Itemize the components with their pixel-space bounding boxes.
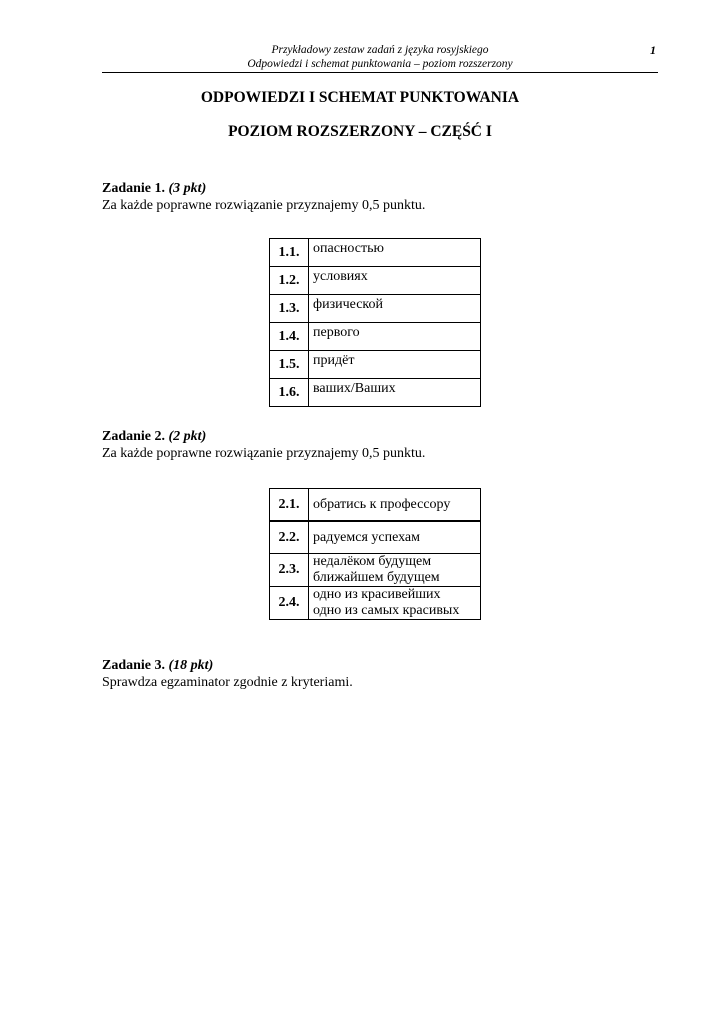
task-3-points: (18 pkt) bbox=[168, 658, 214, 673]
task-1-description: Za każde poprawne rozwiązanie przyznajemy 0,5 punktu. bbox=[102, 198, 426, 213]
item-number: 1.2. bbox=[270, 267, 309, 295]
table-row bbox=[270, 239, 481, 267]
answer-cell: условиях bbox=[309, 267, 481, 295]
table-row bbox=[270, 554, 481, 587]
item-number: 1.6. bbox=[270, 379, 309, 407]
answer-line: радуемся успехам bbox=[313, 529, 421, 545]
answer-line-alternative: одно из самых красивых bbox=[313, 603, 460, 618]
task-3-heading bbox=[102, 657, 662, 674]
answer-line: одно из красивейших bbox=[313, 587, 441, 602]
answer-cell: физической bbox=[309, 295, 481, 323]
table-row bbox=[270, 379, 481, 407]
answer-cell: первого bbox=[309, 323, 481, 351]
item-number: 2.1. bbox=[270, 489, 309, 522]
task-1-section bbox=[102, 180, 662, 214]
document-title: ODPOWIEDZI I SCHEMAT PUNKTOWANIA bbox=[200, 89, 520, 106]
table-row bbox=[270, 587, 481, 620]
table-row bbox=[270, 521, 481, 554]
answer-cell: ваших/Ваших bbox=[309, 379, 481, 407]
item-number: 2.3. bbox=[270, 554, 309, 587]
task-3-label: Zadanie 3. bbox=[102, 658, 166, 673]
task-2-description: Za każde poprawne rozwiązanie przyznajemy 0,5 punktu. bbox=[102, 446, 426, 461]
table-row bbox=[270, 351, 481, 379]
item-number: 2.4. bbox=[270, 587, 309, 620]
document-subtitle: POZIOM ROZSZERZONY – CZĘŚĆ I bbox=[228, 123, 492, 140]
task-1-answer-table bbox=[269, 238, 481, 407]
task-1-label: Zadanie 1. bbox=[102, 181, 166, 196]
page-number: 1 bbox=[650, 43, 656, 57]
task-2-points: (2 pkt) bbox=[168, 429, 207, 444]
answer-line-alternative: ближайшем будущем bbox=[313, 570, 440, 585]
page-header bbox=[102, 42, 658, 73]
answer-cell bbox=[309, 587, 481, 620]
item-number: 1.5. bbox=[270, 351, 309, 379]
table-row bbox=[270, 489, 481, 522]
header-subject: Przykładowy zestaw zadań z języka rosyjskiego bbox=[271, 44, 489, 56]
answer-cell bbox=[309, 489, 481, 522]
task-3-description: Sprawdza egzaminator zgodnie z kryteriami. bbox=[102, 675, 353, 690]
table-row bbox=[270, 323, 481, 351]
answer-cell: опасностью bbox=[309, 239, 481, 267]
answer-cell: придёт bbox=[309, 351, 481, 379]
answer-line: недалёком будущем bbox=[313, 554, 432, 569]
task-2-label: Zadanie 2. bbox=[102, 429, 166, 444]
table-row bbox=[270, 295, 481, 323]
task-2-section bbox=[102, 428, 662, 462]
task-2-heading bbox=[102, 428, 662, 445]
task-2-answer-table bbox=[269, 488, 481, 620]
answer-line: обратись к профессору bbox=[313, 496, 451, 512]
item-number: 2.2. bbox=[270, 521, 309, 554]
table-row bbox=[270, 267, 481, 295]
header-document-type: Odpowiedzi i schemat punktowania – poziom rozszerzony bbox=[247, 58, 513, 70]
item-number: 1.3. bbox=[270, 295, 309, 323]
item-number: 1.1. bbox=[270, 239, 309, 267]
answer-cell bbox=[309, 521, 481, 554]
answer-cell bbox=[309, 554, 481, 587]
task-1-heading bbox=[102, 180, 662, 197]
item-number: 1.4. bbox=[270, 323, 309, 351]
task-3-section bbox=[102, 657, 662, 691]
task-1-points: (3 pkt) bbox=[168, 181, 207, 196]
